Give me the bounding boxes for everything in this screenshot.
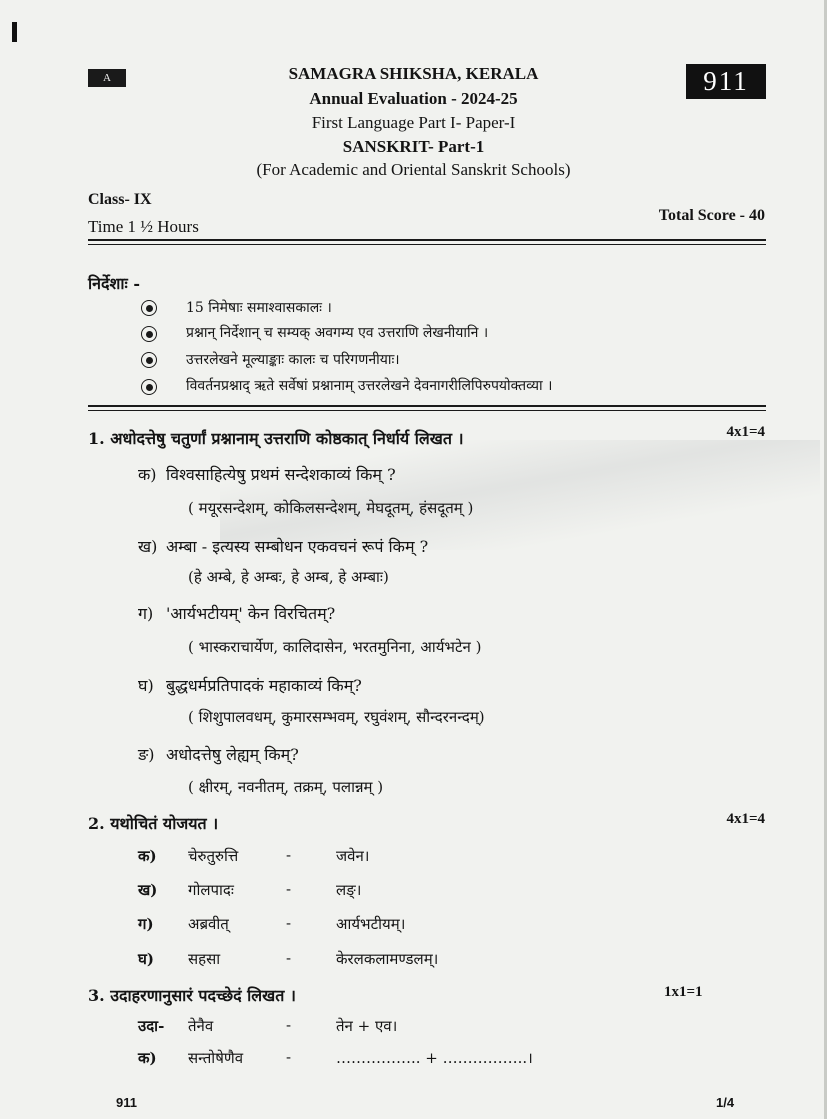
bullet-icon [141,352,157,368]
q3-row-label: क) [138,1049,157,1067]
q2-row-right: केरलकलामण्डलम्। [336,950,439,968]
q3-row-word: तेनैव [188,1017,214,1035]
q2-row-right: आर्यभटीयम्। [336,915,406,933]
edge-mark [12,22,17,42]
class-label: Class- IX [88,191,152,208]
q2-row-dash: - [286,880,292,898]
q1-item-label: ग) [138,604,154,623]
scan-smudge [220,440,820,550]
q3-row-label: उदा- [138,1017,165,1035]
instruction-item: प्रश्नान् निर्देशान् च सम्यक् अवगम्य एव उत्तराणि लेखनीयानि । [186,325,489,341]
q1-item-question: विश्वसाहित्येषु प्रथमं सन्देशकाव्यं किम् ? [166,465,396,484]
q2-row-right: लङ्। [336,881,362,899]
q2-row-left: अब्रवीत् [188,915,229,933]
set-label: A [88,69,126,87]
q2-row-left: चेरुतुरुत्ति [188,847,239,865]
q3-row-answer: तेन + एव। [336,1017,398,1035]
q1-item-question: बुद्धधर्मप्रतिपादकं महाकाव्यं किम्? [166,676,362,695]
org-title: SAMAGRA SHIKSHA, KERALA [288,64,539,83]
paper-title: First Language Part I- Paper-I [311,113,516,132]
q1-item-label: ङ) [138,745,155,764]
q2-marks: 4x1=4 [726,811,765,827]
q3-row-answer: …………….. + ……………..। [336,1049,533,1067]
instructions-heading: निर्देशाः - [88,274,140,293]
q1-item-label: ख) [138,537,158,556]
q2-row-label: ख) [138,881,158,899]
q1-item-options: ( भास्कराचार्येण, कालिदासेन, भरतमुनिना, आर्यभटेन ) [188,638,482,656]
header-rule-top [88,239,766,241]
bullet-icon [141,379,157,395]
instruction-item: विवर्तनप्रश्नाद् ऋते सर्वेषां प्रश्नानाम् उत्तरलेखने देवनागरीलिपिरुपयोक्तव्या । [186,378,553,394]
q3-row-word: सन्तोषेणैव [188,1049,244,1067]
instruction-item: 15 निमेषाः समाश्वासकालः । [186,300,332,316]
footer-code: 911 [116,1095,137,1110]
q2-row-dash: - [286,949,292,967]
time-label: Time 1 ½ Hours [88,217,199,236]
instructions-rule-top [88,405,766,407]
schools-note: (For Academic and Oriental Sanskrit Schools) [256,160,571,179]
q2-row-label: क) [138,847,157,865]
q3-row-dash: - [286,1016,292,1034]
q2-text: 2. यथोचितं योजयत । [88,814,219,833]
total-score: Total Score - 40 [658,207,765,224]
q1-item-question: अधोदत्तेषु लेह्यम् किम्? [166,745,299,764]
q1-text: 1. अधोदत्तेषु चतुर्णां प्रश्नानाम् उत्तराणि कोष्ठकात् निर्धार्य लिखत । [88,429,464,448]
q1-item-options: ( क्षीरम्, नवनीतम्, तक्रम्, पलान्नम् ) [188,778,384,796]
q2-row-left: सहसा [188,950,221,968]
q3-row-dash: - [286,1048,292,1066]
q3-marks: 1x1=1 [664,984,703,1000]
footer-page: 1/4 [716,1095,735,1110]
q2-row-dash: - [286,846,292,864]
q1-item-question: 'आर्यभटीयम्' केन विरचितम्? [166,604,336,623]
q2-row-left: गोलपादः [188,881,234,899]
subject-title: SANSKRIT- Part-1 [342,137,485,156]
q1-item-options: (हे अम्बे, हे अम्बः, हे अम्ब, हे अम्बाः) [188,568,389,586]
q2-row-dash: - [286,914,292,932]
q1-marks: 4x1=4 [726,424,765,440]
bullet-icon [141,300,157,316]
instructions-rule-bottom [88,410,766,411]
instruction-item: उत्तरलेखने मूल्याङ्काः कालः च परिगणनीयाः। [186,352,400,368]
paper-code-box: 911 [686,64,766,99]
q3-text: 3. उदाहरणानुसारं पदच्छेदं लिखत । [88,986,296,1005]
header-rule-bottom [88,244,766,245]
q2-row-label: घ) [138,950,154,968]
exam-title: Annual Evaluation - 2024-25 [309,89,518,108]
q1-item-options: ( मयूरसन्देशम्, कोकिलसन्देशम्, मेघदूतम्, हंसदूतम् ) [188,499,474,517]
q1-item-question: अम्बा - इत्यस्य सम्बोधन एकवचनं रूपं किम् ? [166,537,429,556]
q1-item-options: ( शिशुपालवधम्, कुमारसम्भवम्, रघुवंशम्, सौन्दरनन्दम्) [188,708,485,726]
bullet-icon [141,326,157,342]
q2-row-label: ग) [138,915,154,933]
q1-item-label: क) [138,465,157,484]
q1-item-label: घ) [138,676,154,695]
q2-row-right: जवेन। [336,847,370,865]
